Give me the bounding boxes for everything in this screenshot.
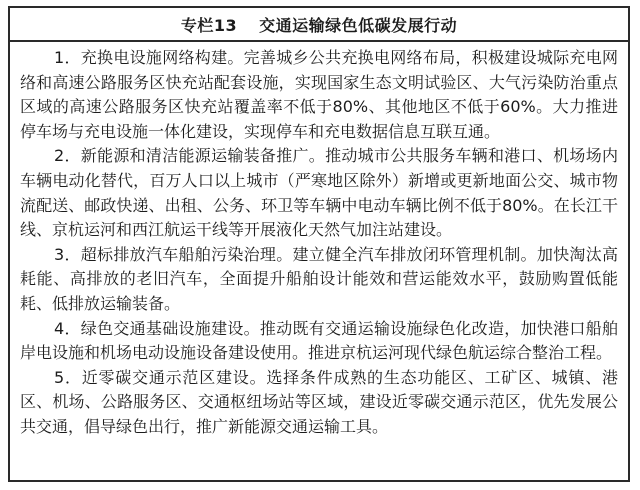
column-header: [10, 8, 628, 42]
column-box: [8, 6, 630, 482]
column-body: [10, 42, 628, 440]
column-number: 专栏13: [180, 15, 238, 35]
item-paragraph-2: 2．新能源和清洁能源运输装备推广。推动城市公共服务车辆和港口、机场场内车辆电动化替代，百万人口以上城市（严寒地区除外）新增或更新地面公交、城市物流配送、邮政快递、出租、公务、环卫等车辆中电动车辆比例不低于80%。在长江干线、京杭运河和西江航运干线等开展液化天然气加注站建设。: [20, 146, 618, 240]
column-title: [181, 13, 457, 36]
item-paragraph-4: 4．绿色交通基础设施建设。推动既有交通运输设施绿色化改造，加快港口船舶岸电设施和机场电动设施设备建设使用。推进京杭运河现代绿色航运综合整治工程。: [20, 318, 618, 363]
item-paragraph-3: 3．超标排放汽车船舶污染治理。建立健全汽车排放闭环管理机制。加快淘汰高耗能、高排放的老旧汽车，全面提升船舶设计能效和营运能效水平，鼓励购置低能耗、低排放运输装备。: [20, 244, 618, 313]
item-paragraph-1: 1．充换电设施网络构建。完善城乡公共充换电网络布局，积极建设城际充电网络和高速公路服务区快充站配套设施，实现国家生态文明试验区、大气污染防治重点区域的高速公路服务区快充站覆盖率不低于80%、其他地区不低于60%。大力推进停车场与充电设施一体化建设，实现停车和充电数据信息互联互通。: [20, 48, 618, 141]
column-heading: 交通运输绿色低碳发展行动: [259, 15, 458, 35]
item-paragraph-5: 5．近零碳交通示范区建设。选择条件成熟的生态功能区、工矿区、城镇、港区、机场、公路服务区、交通枢纽场站等区域，建设近零碳交通示范区，优先发展公共交通，倡导绿色出行，推广新能源交通运输工具。: [20, 367, 618, 436]
